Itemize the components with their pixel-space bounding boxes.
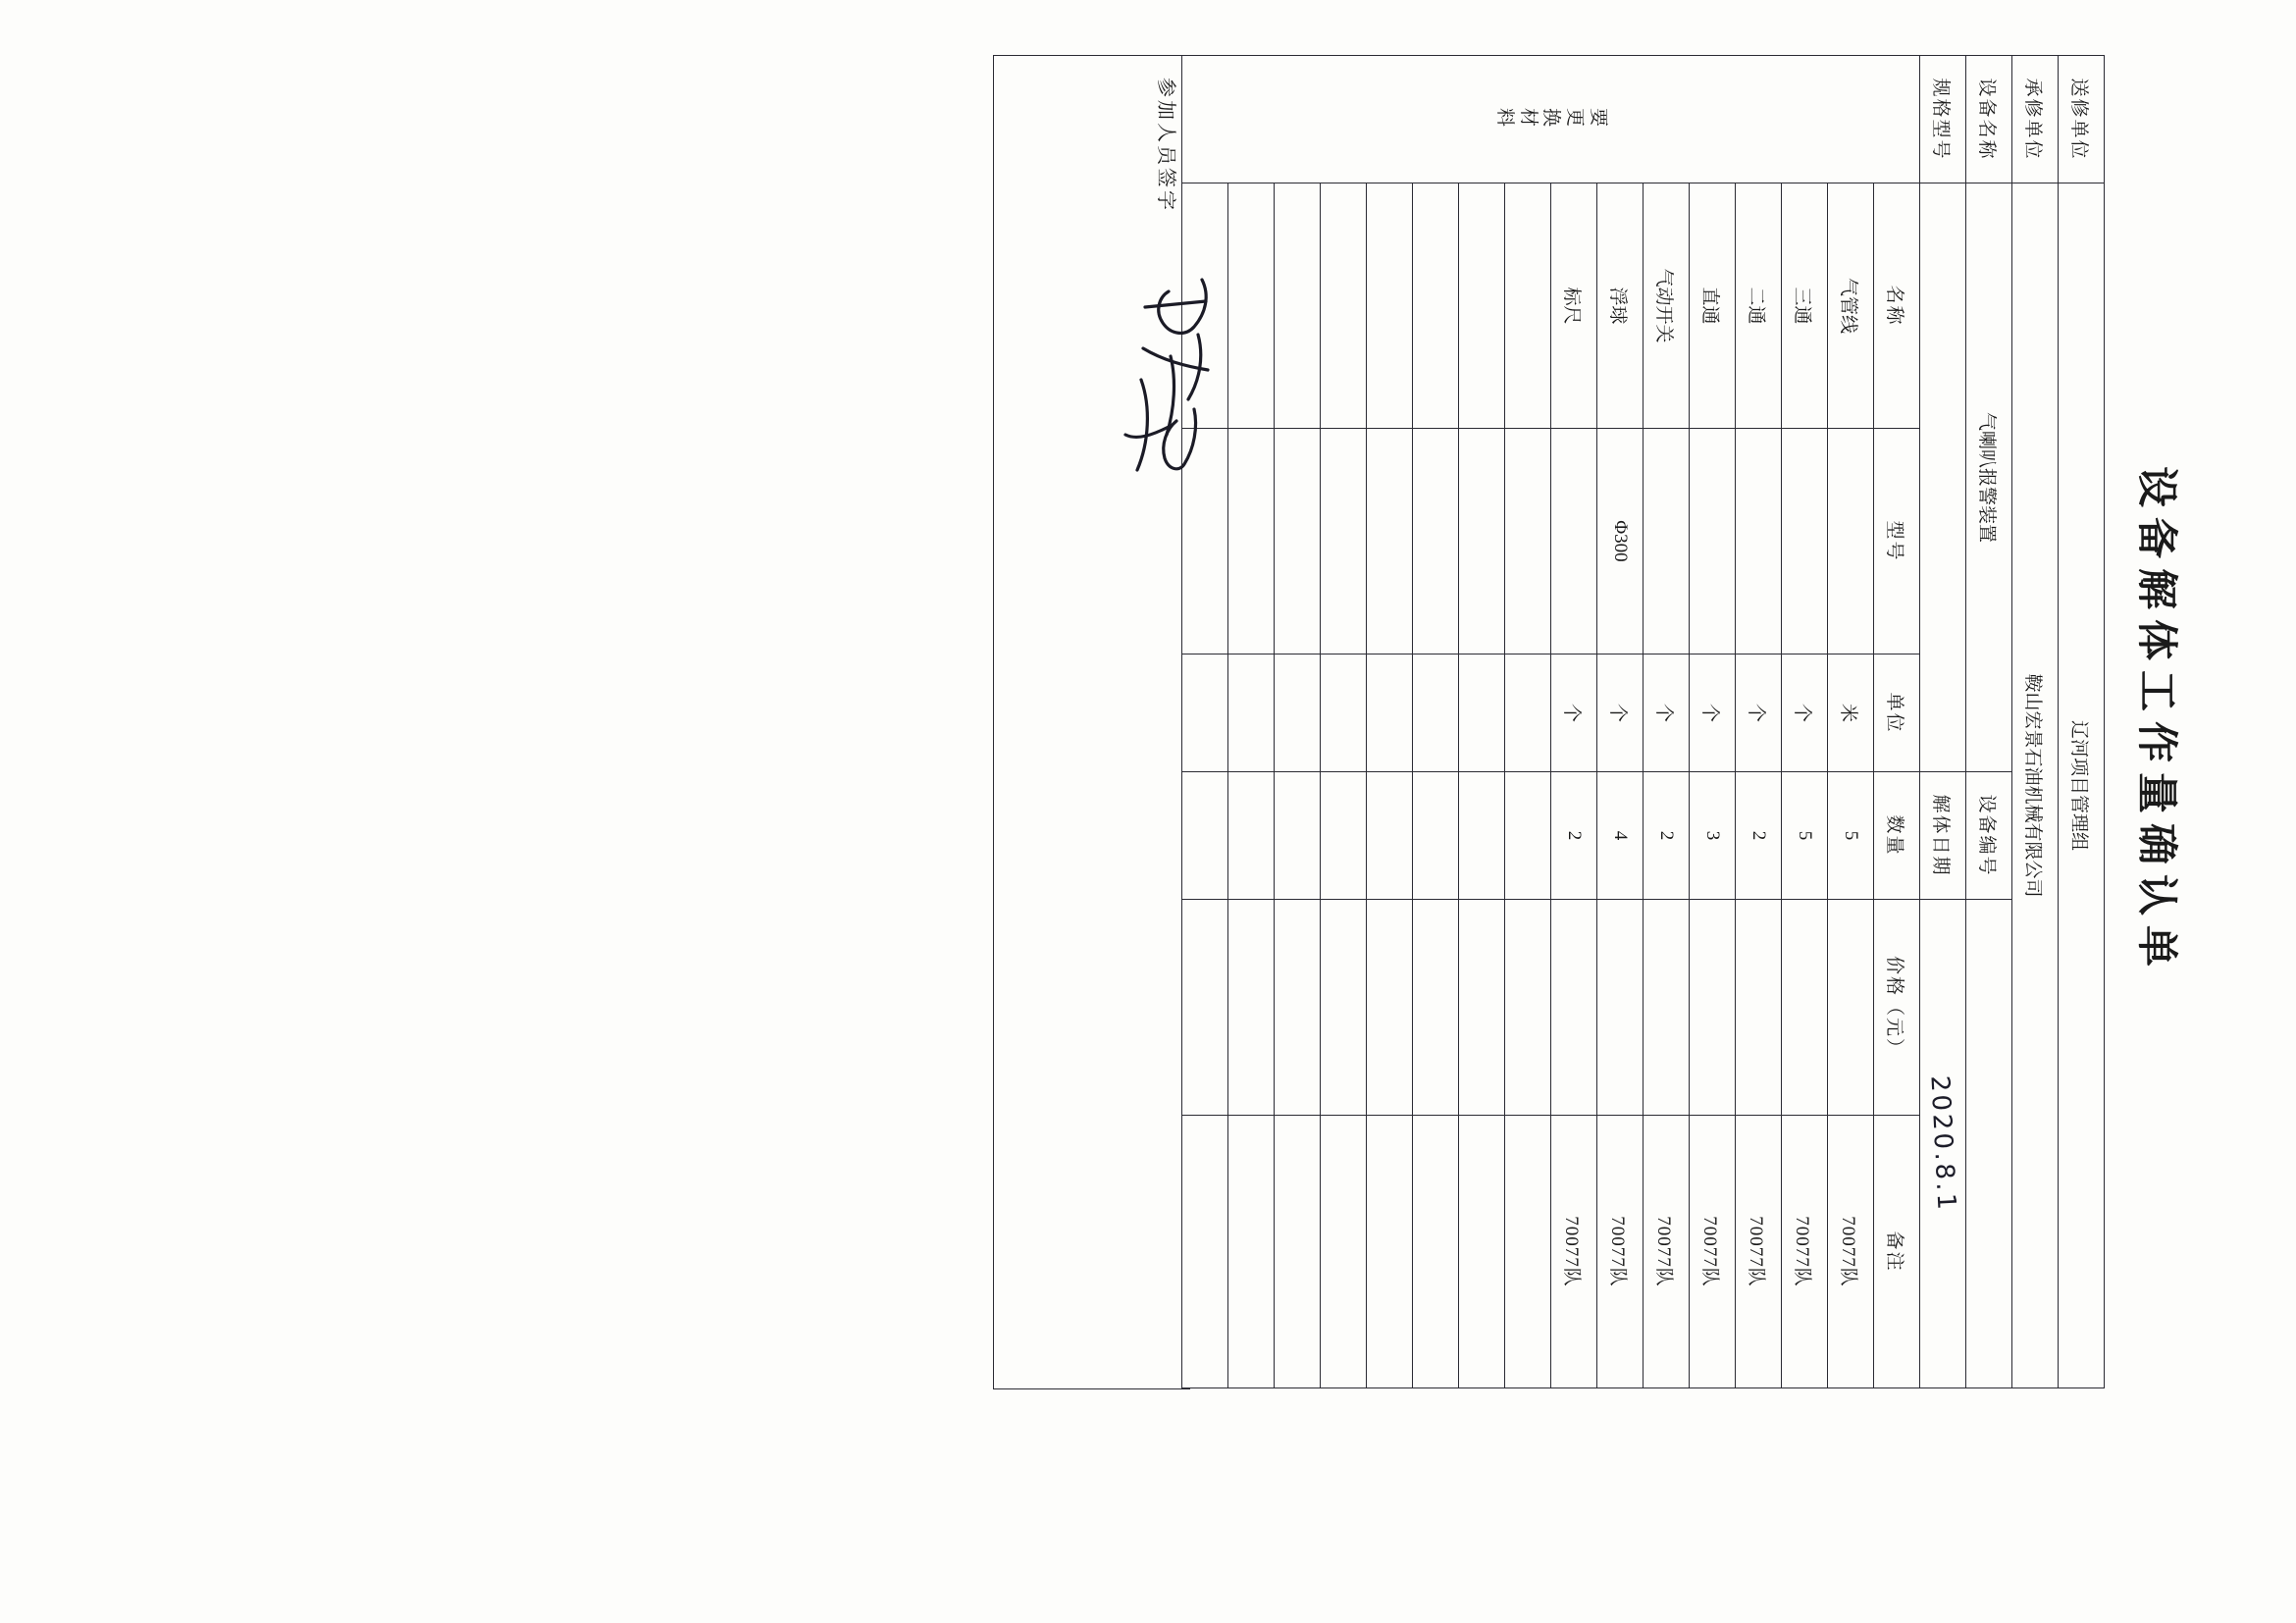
column-header-unit: 单位 — [1874, 654, 1920, 772]
cell-name[interactable] — [1459, 183, 1505, 429]
cell-price[interactable] — [1597, 900, 1644, 1116]
table-row — [1782, 56, 1828, 1388]
cell-name[interactable]: 直通 — [1690, 183, 1736, 429]
send-unit-label: 送修单位 — [2059, 56, 2105, 183]
cell-qty[interactable] — [1367, 772, 1413, 900]
table-row-equipment-name — [1966, 56, 2012, 1388]
table-row-send-unit — [2059, 56, 2105, 1388]
table-row — [1228, 56, 1275, 1388]
cell-unit[interactable]: 个 — [1551, 654, 1597, 772]
signature-label: 参加人员签字 — [1155, 78, 1176, 213]
cell-name[interactable]: 二通 — [1736, 183, 1782, 429]
cell-name[interactable] — [1505, 183, 1551, 429]
cell-note[interactable] — [1228, 1116, 1275, 1388]
cell-qty[interactable]: 2 — [1644, 772, 1690, 900]
cell-unit[interactable]: 个 — [1736, 654, 1782, 772]
cell-model[interactable] — [1275, 429, 1321, 654]
cell-name[interactable]: 浮球 — [1597, 183, 1644, 429]
spec-model-label: 规格型号 — [1920, 56, 1966, 183]
cell-qty[interactable]: 4 — [1597, 772, 1644, 900]
cell-note[interactable]: 70077队 — [1644, 1116, 1690, 1388]
cell-model[interactable] — [1321, 429, 1367, 654]
cell-unit[interactable] — [1228, 654, 1275, 772]
dismantle-date-handwriting: 2020.8.1 — [1924, 1073, 1961, 1214]
cell-price[interactable] — [1413, 900, 1459, 1116]
repair-unit-value[interactable]: 鞍山宏景石油机械有限公司 — [2012, 183, 2059, 1388]
cell-price[interactable] — [1551, 900, 1597, 1116]
cell-price[interactable] — [1321, 900, 1367, 1116]
cell-price[interactable] — [1690, 900, 1736, 1116]
cell-note[interactable] — [1367, 1116, 1413, 1388]
cell-model[interactable] — [1782, 429, 1828, 654]
table-header-row — [1874, 56, 1920, 1388]
cell-price[interactable] — [1228, 900, 1275, 1116]
cell-qty[interactable]: 2 — [1736, 772, 1782, 900]
cell-model[interactable] — [1828, 429, 1874, 654]
cell-model[interactable] — [1690, 429, 1736, 654]
cell-price[interactable] — [1736, 900, 1782, 1116]
handwritten-signature-icon — [1110, 262, 1227, 517]
cell-note[interactable]: 70077队 — [1828, 1116, 1874, 1388]
table-row — [1321, 56, 1367, 1388]
table-row — [1597, 56, 1644, 1388]
table-row — [1275, 56, 1321, 1388]
signature-box[interactable] — [993, 55, 1190, 1389]
cell-qty[interactable] — [1413, 772, 1459, 900]
cell-unit[interactable] — [1459, 654, 1505, 772]
cell-name[interactable] — [1275, 183, 1321, 429]
cell-unit[interactable] — [1321, 654, 1367, 772]
cell-price[interactable] — [1644, 900, 1690, 1116]
cell-unit[interactable]: 个 — [1597, 654, 1644, 772]
cell-note[interactable] — [1459, 1116, 1505, 1388]
repair-unit-label: 承修单位 — [2012, 56, 2059, 183]
cell-model[interactable] — [1644, 429, 1690, 654]
spec-model-value[interactable] — [1920, 183, 1966, 772]
cell-unit[interactable] — [1275, 654, 1321, 772]
cell-unit[interactable]: 个 — [1644, 654, 1690, 772]
cell-model[interactable]: Φ300 — [1597, 429, 1644, 654]
cell-model[interactable] — [1551, 429, 1597, 654]
equipment-no-label: 设备编号 — [1966, 772, 2012, 900]
table-row — [1828, 56, 1874, 1388]
send-unit-value[interactable]: 辽河项目管理组 — [2059, 183, 2105, 1388]
cell-unit[interactable]: 个 — [1690, 654, 1736, 772]
cell-name[interactable]: 三通 — [1782, 183, 1828, 429]
cell-unit[interactable]: 米 — [1828, 654, 1874, 772]
cell-note[interactable]: 70077队 — [1551, 1116, 1597, 1388]
cell-model[interactable] — [1413, 429, 1459, 654]
cell-price[interactable] — [1505, 900, 1551, 1116]
column-header-model: 型号 — [1874, 429, 1920, 654]
cell-note[interactable]: 70077队 — [1782, 1116, 1828, 1388]
cell-model[interactable] — [1736, 429, 1782, 654]
cell-unit[interactable] — [1367, 654, 1413, 772]
cell-note[interactable]: 70077队 — [1597, 1116, 1644, 1388]
cell-name[interactable] — [1228, 183, 1275, 429]
table-row — [1644, 56, 1690, 1388]
cell-qty[interactable]: 3 — [1690, 772, 1736, 900]
cell-note[interactable]: 70077队 — [1736, 1116, 1782, 1388]
cell-price[interactable] — [1828, 900, 1874, 1116]
table-row — [1551, 56, 1597, 1388]
work-confirmation-table — [1181, 55, 2105, 1388]
cell-note[interactable] — [1413, 1116, 1459, 1388]
column-header-name: 名称 — [1874, 183, 1920, 429]
cell-name[interactable] — [1413, 183, 1459, 429]
cell-model[interactable] — [1459, 429, 1505, 654]
column-header-price: 价格（元） — [1874, 900, 1920, 1116]
cell-name[interactable] — [1367, 183, 1413, 429]
cell-qty[interactable]: 5 — [1828, 772, 1874, 900]
table-row — [1413, 56, 1459, 1388]
column-header-note: 备注 — [1874, 1116, 1920, 1388]
materials-section-label: 要 更 换 材 料 — [1182, 56, 1920, 183]
cell-qty[interactable] — [1321, 772, 1367, 900]
cell-price[interactable] — [1367, 900, 1413, 1116]
cell-note[interactable] — [1505, 1116, 1551, 1388]
column-header-qty: 数量 — [1874, 772, 1920, 900]
dismantle-date-value[interactable] — [1920, 900, 1966, 1388]
cell-unit[interactable]: 个 — [1782, 654, 1828, 772]
equipment-no-value[interactable] — [1966, 900, 2012, 1388]
equipment-name-value[interactable]: 气喇叭报警装置 — [1966, 183, 2012, 772]
cell-name[interactable]: 气管线 — [1828, 183, 1874, 429]
table-row — [1459, 56, 1505, 1388]
cell-note[interactable]: 70077队 — [1690, 1116, 1736, 1388]
cell-price[interactable] — [1275, 900, 1321, 1116]
cell-note[interactable] — [1275, 1116, 1321, 1388]
cell-qty[interactable] — [1228, 772, 1275, 900]
cell-model[interactable] — [1505, 429, 1551, 654]
cell-qty[interactable] — [1459, 772, 1505, 900]
cell-unit[interactable] — [1413, 654, 1459, 772]
cell-unit[interactable] — [1505, 654, 1551, 772]
cell-name[interactable] — [1321, 183, 1367, 429]
form-rotation-wrapper — [74, 0, 2222, 1442]
page-title: 设备解体工作量确认单 — [2133, 465, 2178, 976]
cell-qty[interactable]: 5 — [1782, 772, 1828, 900]
table-row-spec-model — [1920, 56, 1966, 1388]
cell-name[interactable]: 标尺 — [1551, 183, 1597, 429]
table-row — [1736, 56, 1782, 1388]
equipment-name-label: 设备名称 — [1966, 56, 2012, 183]
cell-note[interactable] — [1321, 1116, 1367, 1388]
form-body — [74, 0, 2222, 1442]
cell-model[interactable] — [1228, 429, 1275, 654]
cell-qty[interactable] — [1275, 772, 1321, 900]
table-row — [1505, 56, 1551, 1388]
cell-price[interactable] — [1459, 900, 1505, 1116]
cell-price[interactable] — [1782, 900, 1828, 1116]
table-row — [1690, 56, 1736, 1388]
table-row — [1367, 56, 1413, 1388]
cell-qty[interactable] — [1505, 772, 1551, 900]
cell-model[interactable] — [1367, 429, 1413, 654]
cell-qty[interactable]: 2 — [1551, 772, 1597, 900]
dismantle-date-label: 解体日期 — [1920, 772, 1966, 900]
table-row-repair-unit — [2012, 56, 2059, 1388]
cell-name[interactable]: 气动开关 — [1644, 183, 1690, 429]
